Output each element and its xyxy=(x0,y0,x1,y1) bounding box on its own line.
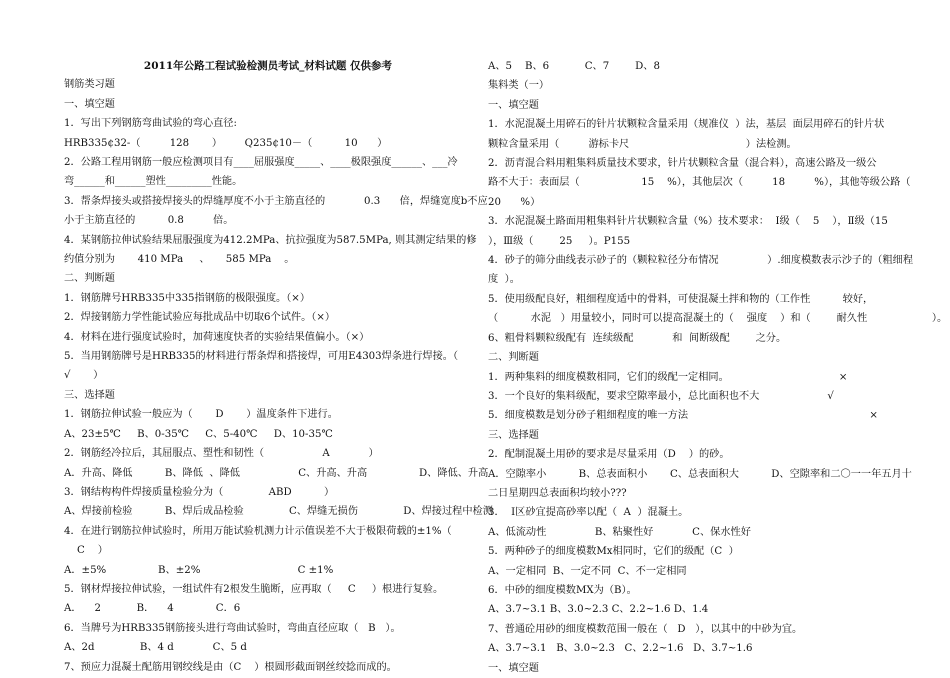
left-text-line: 1．写出下列钢筋弯曲试验的弯心直径: xyxy=(64,118,237,130)
right-text-line: 1．两种集料的细度模数相同，它们的级配一定相同。 × xyxy=(488,371,848,383)
right-text-line: 度 ）。 xyxy=(488,274,520,286)
left-text-line: 4．某钢筋拉伸试验结果屈服强度为412.2MPa、抗拉强度为587.5MPa, 则其测定结果的修 xyxy=(64,234,477,246)
left-text-line: A． 2 B． 4 C．6 xyxy=(64,603,241,615)
left-text-line: 约值分别为 410 MPa 、 585 MPa 。 xyxy=(64,254,295,266)
right-text-line: 一、填空题 xyxy=(488,99,539,111)
left-text-line: 3．帮条焊接头或搭接焊接头的焊缝厚度不小于主筋直径的 0.3 倍，焊缝宽度b不应 xyxy=(64,195,488,207)
right-text-line: 二日星期四总表面积均较小??? xyxy=(488,487,627,499)
right-text-line: （ 水泥 ）用量较小，同时可以提高混凝土的（ 强度 ）和（ 耐久性 ）。 xyxy=(488,313,948,325)
right-text-line: 3．一个良好的集料级配，要求空隙率最小，总比面积也不大 √ xyxy=(488,390,834,402)
right-text-line: 三、选择题 xyxy=(488,429,539,441)
left-text-line: A．升高、降低 B、降低 、降低 C、升高、升高 D、降低、升高 xyxy=(64,467,489,479)
right-text-line: 5．使用级配良好，粗细程度适中的骨料，可使混凝土拌和物的（工作性 较好， xyxy=(488,293,874,305)
left-text-line: 2．公路工程用钢筋一般应检测项目有____屈服强度_____、____极限强度______、___冷 xyxy=(64,157,458,169)
right-text-line: A、一定相同 B、一定不同 C、不一定相同 xyxy=(488,565,687,577)
right-text-line: ），Ⅲ级（ 25 ）。P155 xyxy=(488,235,631,247)
left-text-line: 2．钢筋经冷拉后，其屈服点、塑性和韧性（ A ） xyxy=(64,448,379,460)
right-text-line: 6．中砂的细度模数MX为（B）。 xyxy=(488,584,637,596)
left-text-line: 4．在进行钢筋拉伸试验时，所用万能试验机测力计示值误差不大于极限荷载的±1%（ xyxy=(64,525,452,537)
left-text-line: 6．当牌号为HRB335钢筋接头进行弯曲试验时，弯曲直径应取（ B ）。 xyxy=(64,622,401,634)
left-text-line: HRB335¢32-（ 128 ） Q235¢10－（ 10 ） xyxy=(64,137,388,149)
right-text-line: 路不大于：表面层（ 15 %），其他层次（ 18 %），其他等级公路（ xyxy=(488,177,911,189)
right-text-line: 5．两种砂子的细度模数Mx相同时，它们的级配（C ） xyxy=(488,546,739,558)
left-column xyxy=(64,56,493,677)
right-text-line: A、5 B、6 C、7 D、8 xyxy=(488,61,660,72)
left-text-line: 二、判断题 xyxy=(64,273,115,285)
right-text-line: 二、判断题 xyxy=(488,352,539,364)
right-text-line: 6、粗骨料颗粒级配有 连续级配 和 间断级配 之分。 xyxy=(488,332,787,344)
left-text-line: 1．钢筋牌号HRB335中335指钢筋的极限强度。（×） xyxy=(64,292,311,304)
left-text-line: √ ） xyxy=(64,370,104,382)
right-text-line: 4．砂子的筛分曲线表示砂子的（颗粒粒径分布情况 ）.细度模数表示沙子的（粗细程 xyxy=(488,255,914,267)
left-text-line: 5．钢材焊接拉伸试验，一组试件有2根发生脆断，应再取（ C ）根进行复验。 xyxy=(64,583,444,595)
left-text-line: 1．钢筋拉伸试验一般应为（ D ）温度条件下进行。 xyxy=(64,409,338,421)
right-text-line: 颗粒含量采用（ 游标卡尺 ）法检测。 xyxy=(488,138,797,150)
left-text-line: A、2d B、4 d C、5 d xyxy=(64,642,247,654)
right-text-line: 5．细度模数是划分砂子粗细程度的唯一方法 × xyxy=(488,410,878,422)
left-text-line: A、23±5℃ B、0-35℃ C、5-40℃ D、10-35℃ xyxy=(64,428,333,440)
left-text-line: C ） xyxy=(64,545,108,557)
left-text-line: A．±5% B、±2% C ±1% xyxy=(64,564,334,576)
right-text-line: 7、普通砼用砂的细度模数范围一般在（ D ），以其中的中砂为宜。 xyxy=(488,623,803,635)
left-text-line: 三、选择题 xyxy=(64,389,115,401)
right-text-line: 集料类（一） xyxy=(488,80,550,92)
right-text-line: 3．水泥混凝土路面用粗集料针片状颗粒含量（%）技术要求： Ⅰ级（ 5 ），Ⅱ级（15 xyxy=(488,216,888,228)
right-text-line: A、3.7~3.1 B、3.0~2.3 C、2.2~1.6 D、1.4 xyxy=(488,604,709,616)
right-text-line: 一、填空题 xyxy=(488,662,539,674)
left-text-line: 弯______和______塑性_________性能。 xyxy=(64,176,243,188)
left-text-line: 一、填空题 xyxy=(64,98,115,110)
left-text-line: 4．材料在进行强度试验时，加荷速度快者的实验结果值偏小。（×） xyxy=(64,331,370,343)
right-text-line: 20 %） xyxy=(488,196,541,208)
left-text-line: 5．当用钢筋牌号是HRB335的材料进行帮条焊和搭接焊，可用E4303焊条进行焊接。（ xyxy=(64,351,459,363)
left-text-line: 钢筋类习题 xyxy=(64,79,115,91)
right-text-line: 2．沥青混合料用粗集料质量技术要求，针片状颗粒含量（混合料），高速公路及一级公 xyxy=(488,158,877,170)
right-text-line: A、低流动性 B、粘聚性好 C、保水性好 xyxy=(488,526,751,538)
right-text-line: 1．水泥混凝土用碎石的针片状颗粒含量采用（规准仪 ）法，基层 面层用碎石的针片状 xyxy=(488,119,885,131)
left-text-line: A、焊接前检验 B、焊后成品检验 C、焊缝无损伤 D、焊接过程中检测 xyxy=(64,506,493,518)
right-text-line: A．空隙率小 B、总表面积小 C、总表面积大 D、空隙率和二〇一一年五月十 xyxy=(488,468,912,480)
right-text-line: 3． I区砂宜提高砂率以配（ A ）混凝土。 xyxy=(488,507,689,519)
right-text-line: A、3.7~3.1 B、3.0~2.3 C、2.2~1.6 D、3.7~1.6 xyxy=(488,643,753,655)
document-title: 2011年公路工程试验检测员考试_材料试题 仅供参考 xyxy=(143,60,393,72)
left-text-line: 7、预应力混凝土配筋用钢绞线是由（C ）根圆形截面钢丝绞捻而成的。 xyxy=(64,661,397,673)
left-text-line: 小于主筋直径的 0.8 倍。 xyxy=(64,215,234,227)
right-column xyxy=(488,57,948,678)
left-column-text xyxy=(64,75,493,677)
right-column-text xyxy=(488,57,948,678)
left-text-line: 3．钢结构构件焊接质量检验分为（ ABD ） xyxy=(64,486,335,498)
title-spacer xyxy=(64,56,472,75)
left-text-line: 2．焊接钢筋力学性能试验应每批成品中切取6个试件。（×） xyxy=(64,312,336,324)
right-text-line: 2．配制混凝土用砂的要求是尽量采用（D ）的砂。 xyxy=(488,449,730,461)
